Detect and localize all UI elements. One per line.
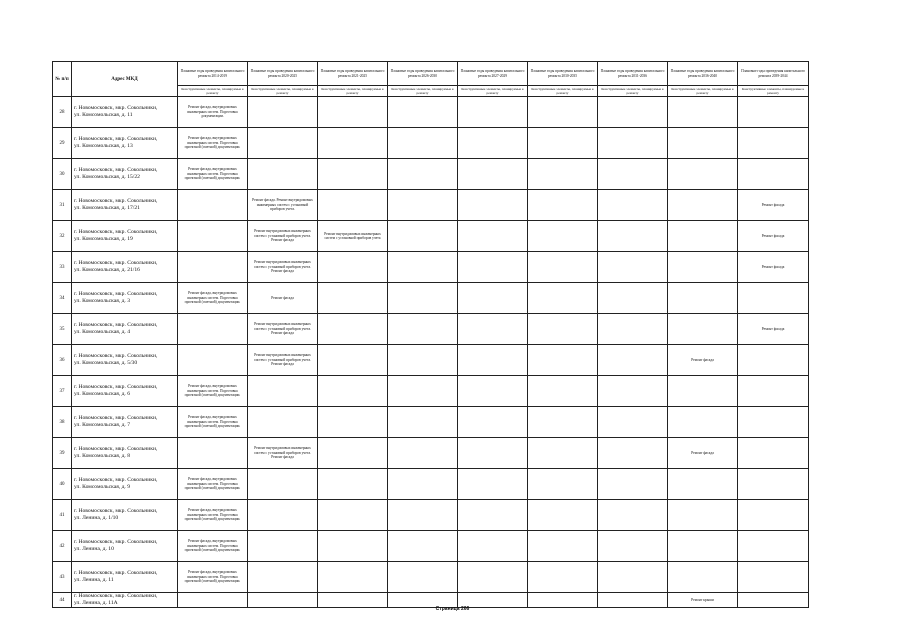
repair-work-cell	[178, 314, 248, 345]
repair-work-cell	[598, 159, 668, 190]
repair-work-cell	[178, 252, 248, 283]
address-line-2: ул. Ленина, д. 11	[74, 577, 114, 583]
address-line-1: г. Новомосковск, мкр. Сокольники,	[74, 415, 158, 421]
address-line-1: г. Новомосковск, мкр. Сокольники,	[74, 198, 158, 204]
repair-work-cell	[598, 190, 668, 221]
repair-work-cell	[178, 438, 248, 469]
address-cell	[72, 376, 178, 407]
repair-work-cell	[598, 252, 668, 283]
repair-work-cell	[668, 376, 738, 407]
repair-work-cell	[388, 438, 458, 469]
repair-work-cell	[248, 97, 318, 128]
repair-work-cell	[318, 159, 388, 190]
repair-work-cell: Ремонт фасада, внутридомовых инженерных систем. Подготовка проектной (сметной) документации.	[178, 283, 248, 314]
repair-work-cell	[388, 221, 458, 252]
row-number: 35	[53, 314, 72, 345]
table-row	[53, 500, 809, 531]
table-row	[53, 190, 809, 221]
repair-work-cell	[388, 314, 458, 345]
repair-work-cell: Ремонт фасада, внутридомовых инженерных систем. Подготовка документации.	[178, 97, 248, 128]
table-row	[53, 407, 809, 438]
repair-work-cell	[458, 469, 528, 500]
repair-work-cell: Ремонт внутридомовых инженерных систем с установкой приборов учета. Ремонт фасада	[248, 314, 318, 345]
address-line-2: ул. Ленина, д. 10	[74, 546, 114, 552]
repair-work-cell	[388, 128, 458, 159]
header-period: Плановые годы проведения капитального ремонта 2020-2025	[248, 62, 318, 86]
address-cell	[72, 159, 178, 190]
repair-work-cell	[318, 314, 388, 345]
address-line-1: г. Новомосковск, мкр. Сокольники,	[74, 229, 158, 235]
address-line-2: ул. Комсомольская, д. 11	[74, 112, 133, 118]
repair-work-cell	[598, 97, 668, 128]
repair-work-cell	[668, 252, 738, 283]
repair-work-cell	[598, 407, 668, 438]
repair-work-cell	[248, 562, 318, 593]
repair-work-cell	[388, 562, 458, 593]
repair-work-cell	[668, 221, 738, 252]
repair-work-cell	[318, 438, 388, 469]
repair-work-cell	[738, 562, 809, 593]
repair-work-cell: Ремонт фасада	[738, 190, 809, 221]
address-cell	[72, 407, 178, 438]
address-line-2: ул. Комсомольская, д. 3	[74, 298, 131, 304]
table-row	[53, 469, 809, 500]
address-line-1: г. Новомосковск, мкр. Сокольники,	[74, 322, 158, 328]
repair-work-cell	[528, 531, 598, 562]
row-number: 40	[53, 469, 72, 500]
repair-work-cell	[388, 376, 458, 407]
row-number: 28	[53, 97, 72, 128]
repair-work-cell	[598, 283, 668, 314]
repair-work-cell	[598, 314, 668, 345]
table-row	[53, 159, 809, 190]
repair-work-cell	[178, 345, 248, 376]
address-line-2: ул. Комсомольская, д. 15/22	[74, 174, 140, 180]
address-line-2: ул. Комсомольская, д. 17/21	[74, 205, 140, 211]
table-body	[53, 97, 809, 608]
address-cell	[72, 500, 178, 531]
table-row	[53, 562, 809, 593]
repair-work-cell: Ремонт фасада	[738, 252, 809, 283]
repair-work-cell	[248, 128, 318, 159]
address-line-1: г. Новомосковск, мкр. Сокольники,	[74, 477, 158, 483]
repair-work-cell	[458, 159, 528, 190]
repair-work-cell: Ремонт фасада, внутридомовых инженерных систем. Подготовка проектной (сметной) документации.	[178, 469, 248, 500]
row-number: 39	[53, 438, 72, 469]
repair-work-cell	[318, 500, 388, 531]
repair-work-cell	[598, 562, 668, 593]
table-header	[53, 62, 809, 97]
repair-work-cell	[668, 128, 738, 159]
header-period: Плановые годы проведения капитального ремонта 2036-2040	[668, 62, 738, 86]
header-period: Плановые годы проведения капитального ремонта 2021-2025	[318, 62, 388, 86]
repair-work-cell	[178, 221, 248, 252]
repair-work-cell: Ремонт фасада	[248, 283, 318, 314]
repair-work-cell	[528, 97, 598, 128]
row-number: 31	[53, 190, 72, 221]
address-line-1: г. Новомосковск, мкр. Сокольники,	[74, 570, 158, 576]
header-subtitle: Конструктивные элементы, планируемые к ремонту	[248, 86, 318, 97]
repair-work-cell	[738, 283, 809, 314]
repair-work-cell	[458, 283, 528, 314]
address-cell	[72, 252, 178, 283]
repair-work-cell: Ремонт фасада, внутридомовых инженерных систем. Подготовка проектной (сметной) документации.	[178, 159, 248, 190]
address-line-2: ул. Комсомольская, д. 9	[74, 484, 131, 490]
repair-work-cell	[318, 562, 388, 593]
repair-work-cell	[458, 190, 528, 221]
row-number: 30	[53, 159, 72, 190]
repair-work-cell	[528, 314, 598, 345]
repair-work-cell	[458, 221, 528, 252]
repair-work-cell: Ремонт фасада, внутридомовых инженерных систем. Подготовка проектной (сметной) документации.	[178, 407, 248, 438]
repair-work-cell	[528, 128, 598, 159]
repair-work-cell	[528, 159, 598, 190]
row-number: 43	[53, 562, 72, 593]
header-period: Плановые годы проведения капитального ремонта 2031-2036	[598, 62, 668, 86]
repair-work-cell	[528, 221, 598, 252]
repair-work-cell	[248, 376, 318, 407]
repair-work-cell	[738, 469, 809, 500]
address-cell	[72, 221, 178, 252]
repair-work-cell	[248, 407, 318, 438]
repair-work-cell	[458, 407, 528, 438]
repair-work-cell	[738, 407, 809, 438]
address-cell	[72, 438, 178, 469]
address-cell	[72, 190, 178, 221]
address-line-1: г. Новомосковск, мкр. Сокольники,	[74, 446, 158, 452]
address-line-2: ул. Комсомольская, д. 4	[74, 329, 131, 335]
repair-work-cell	[738, 500, 809, 531]
repair-work-cell	[248, 159, 318, 190]
repair-work-cell	[738, 345, 809, 376]
repair-work-cell	[528, 345, 598, 376]
address-line-1: г. Новомосковск, мкр. Сокольники,	[74, 508, 158, 514]
repair-work-cell	[458, 500, 528, 531]
repair-work-cell	[318, 190, 388, 221]
address-cell	[72, 562, 178, 593]
repair-work-cell	[668, 407, 738, 438]
header-period: Плановые годы проведения капитального ремонта 2014-2019	[178, 62, 248, 86]
repair-work-cell	[598, 345, 668, 376]
repair-work-cell: Ремонт внутридомовых инженерных систем с установкой приборов учета. Ремонт фасада	[248, 438, 318, 469]
table-row	[53, 345, 809, 376]
repair-work-cell	[458, 562, 528, 593]
repair-work-cell: Ремонт фасада	[668, 438, 738, 469]
repair-work-cell	[598, 128, 668, 159]
repair-work-cell	[458, 376, 528, 407]
address-cell	[72, 314, 178, 345]
table-row	[53, 221, 809, 252]
repair-work-cell	[598, 221, 668, 252]
address-line-1: г. Новомосковск, мкр. Сокольники,	[74, 105, 158, 111]
header-subtitle: Конструктивные элементы, планируемые к ремонту	[738, 86, 809, 97]
address-line-2: ул. Комсомольская, д. 19	[74, 236, 133, 242]
row-number: 29	[53, 128, 72, 159]
address-line-2: ул. Комсомольская, д. 6	[74, 391, 131, 397]
row-number: 42	[53, 531, 72, 562]
repair-work-cell	[598, 500, 668, 531]
repair-work-cell: Ремонт внутридомовых инженерных систем с установкой приборов учета. Ремонт фасада	[248, 252, 318, 283]
repair-work-cell	[528, 407, 598, 438]
table-row	[53, 252, 809, 283]
address-cell	[72, 345, 178, 376]
repair-work-cell	[738, 97, 809, 128]
repair-work-cell: Ремонт фасада, внутридомовых инженерных систем. Подготовка проектной (сметной) документации.	[178, 128, 248, 159]
repair-work-cell: Ремонт внутридомовых инженерных систем с установкой приборов учета	[318, 221, 388, 252]
repair-work-cell	[528, 500, 598, 531]
repair-work-cell: Ремонт крыши	[668, 593, 738, 608]
repair-work-cell	[318, 376, 388, 407]
address-line-1: г. Новомосковск, мкр. Сокольники,	[74, 384, 158, 390]
repair-work-cell: Ремонт фасада	[668, 345, 738, 376]
repair-work-cell	[318, 252, 388, 283]
repair-work-cell	[668, 159, 738, 190]
repair-work-cell	[318, 407, 388, 438]
repair-work-cell	[668, 562, 738, 593]
repair-work-cell: Ремонт внутридомовых инженерных систем с установкой приборов учета. Ремонт фасада	[248, 345, 318, 376]
repair-work-cell	[668, 190, 738, 221]
header-number: № п/п	[53, 62, 72, 97]
repair-work-cell	[458, 252, 528, 283]
address-line-2: ул. Комсомольская, д. 21/16	[74, 267, 140, 273]
repair-work-cell	[528, 252, 598, 283]
address-line-1: г. Новомосковск, мкр. Сокольники,	[74, 167, 158, 173]
repair-work-cell	[248, 500, 318, 531]
repair-work-cell	[388, 190, 458, 221]
address-line-2: ул. Ленина, д. 1/10	[74, 515, 119, 521]
address-cell	[72, 469, 178, 500]
repair-work-cell	[668, 97, 738, 128]
address-line-1: г. Новомосковск, мкр. Сокольники,	[74, 291, 158, 297]
header-subtitle: Конструктивные элементы, планируемые к ремонту	[318, 86, 388, 97]
repair-work-cell	[528, 438, 598, 469]
repair-work-cell	[528, 469, 598, 500]
row-number: 41	[53, 500, 72, 531]
repair-work-cell	[668, 500, 738, 531]
address-line-2: ул. Ленина, д. 11А	[74, 600, 118, 606]
repair-work-cell	[528, 376, 598, 407]
repair-work-cell: Ремонт фасада	[738, 221, 809, 252]
repair-work-cell: Ремонт фасада, внутридомовых инженерных систем. Подготовка проектной (сметной) документации.	[178, 376, 248, 407]
address-line-2: ул. Комсомольская, д. 7	[74, 422, 131, 428]
repair-work-cell	[388, 469, 458, 500]
header-period: Плановые годы проведения капитального ремонта 2027-2029	[458, 62, 528, 86]
repair-work-cell	[458, 128, 528, 159]
repair-work-cell	[598, 469, 668, 500]
row-number: 37	[53, 376, 72, 407]
page-number: Страница 266	[435, 606, 470, 612]
table-row	[53, 97, 809, 128]
repair-work-cell	[318, 283, 388, 314]
repair-work-cell: Ремонт фасада, внутридомовых инженерных систем. Подготовка проектной (сметной) документации.	[178, 562, 248, 593]
repair-work-cell	[248, 469, 318, 500]
repair-work-cell	[738, 376, 809, 407]
repair-work-cell	[528, 562, 598, 593]
repair-work-cell	[318, 128, 388, 159]
repair-work-cell	[458, 438, 528, 469]
repair-work-cell	[388, 345, 458, 376]
row-number: 36	[53, 345, 72, 376]
repair-work-cell	[248, 531, 318, 562]
repair-work-cell	[458, 531, 528, 562]
address-line-1: г. Новомосковск, мкр. Сокольники,	[74, 260, 158, 266]
address-line-2: ул. Комсомольская, д. 8	[74, 453, 131, 459]
table-row	[53, 314, 809, 345]
repair-work-cell	[598, 376, 668, 407]
repair-work-cell	[318, 469, 388, 500]
repair-work-cell	[598, 531, 668, 562]
repair-work-cell: Ремонт внутридомовых инженерных систем с установкой приборов учета. Ремонт фасада	[248, 221, 318, 252]
repair-work-cell	[178, 190, 248, 221]
repair-work-cell	[318, 97, 388, 128]
repair-work-cell	[458, 314, 528, 345]
table-row	[53, 376, 809, 407]
repair-work-cell	[388, 97, 458, 128]
repair-work-cell	[668, 531, 738, 562]
repair-work-cell	[458, 345, 528, 376]
address-cell	[72, 531, 178, 562]
address-line-1: г. Новомосковск, мкр. Сокольники,	[74, 136, 158, 142]
table-row	[53, 438, 809, 469]
header-subtitle: Конструктивные элементы, планируемые к ремонту	[388, 86, 458, 97]
repair-work-cell	[738, 159, 809, 190]
repair-work-cell	[318, 531, 388, 562]
repair-work-cell	[668, 314, 738, 345]
repair-work-cell: Ремонт фасада, внутридомовых инженерных систем. Подготовка проектной (сметной) документации.	[178, 531, 248, 562]
header-period: Плановые годы проведения капитального ремонта 2026-2030	[388, 62, 458, 86]
table-row	[53, 531, 809, 562]
header-period: Плановые годы проведения капитального ремонта 2030-2035	[528, 62, 598, 86]
repair-work-cell	[668, 469, 738, 500]
repair-work-cell	[388, 407, 458, 438]
repair-work-cell: Ремонт фасада	[738, 314, 809, 345]
header-subtitle: Конструктивные элементы, планируемые к ремонту	[178, 86, 248, 97]
address-line-1: г. Новомосковск, мкр. Сокольники,	[74, 353, 158, 359]
repair-work-cell	[388, 252, 458, 283]
header-address: Адрес МКД	[72, 62, 178, 97]
repair-work-cell: Ремонт фасада. Ремонт внутридомовых инженерных систем с установкой приборов учета.	[248, 190, 318, 221]
repair-work-cell	[528, 283, 598, 314]
table-row	[53, 283, 809, 314]
row-number: 38	[53, 407, 72, 438]
address-cell	[72, 128, 178, 159]
header-subtitle: Конструктивные элементы, планируемые к ремонту	[598, 86, 668, 97]
capital-repair-table	[52, 61, 809, 608]
repair-work-cell	[388, 500, 458, 531]
repair-work-cell	[528, 190, 598, 221]
row-number: 34	[53, 283, 72, 314]
repair-work-cell	[738, 438, 809, 469]
address-line-2: ул. Комсомольская, д. 13	[74, 143, 133, 149]
repair-work-cell	[388, 531, 458, 562]
address-line-2: ул. Комсомольская, д. 5/30	[74, 360, 138, 366]
repair-work-cell	[668, 283, 738, 314]
address-line-1: г. Новомосковск, мкр. Сокольники,	[74, 593, 158, 599]
repair-work-cell	[738, 531, 809, 562]
row-number: 33	[53, 252, 72, 283]
repair-work-cell	[388, 283, 458, 314]
repair-work-cell	[738, 128, 809, 159]
row-number: 32	[53, 221, 72, 252]
address-cell	[72, 283, 178, 314]
repair-work-cell	[598, 438, 668, 469]
row-number: 44	[53, 593, 72, 608]
address-cell	[72, 97, 178, 128]
repair-work-cell	[388, 159, 458, 190]
header-subtitle: Конструктивные элементы, планируемые к ремонту	[528, 86, 598, 97]
header-subtitle: Конструктивные элементы, планируемые к ремонту	[668, 86, 738, 97]
header-period: Плановые годы проведения капитального ремонта 2039-2044	[738, 62, 809, 86]
repair-work-cell	[318, 345, 388, 376]
repair-work-cell: Ремонт фасада, внутридомовых инженерных систем. Подготовка проектной (сметной) документации.	[178, 500, 248, 531]
table-row	[53, 128, 809, 159]
address-line-1: г. Новомосковск, мкр. Сокольники,	[74, 539, 158, 545]
header-subtitle: Конструктивные элементы, планируемые к ремонту	[458, 86, 528, 97]
repair-work-cell	[458, 97, 528, 128]
